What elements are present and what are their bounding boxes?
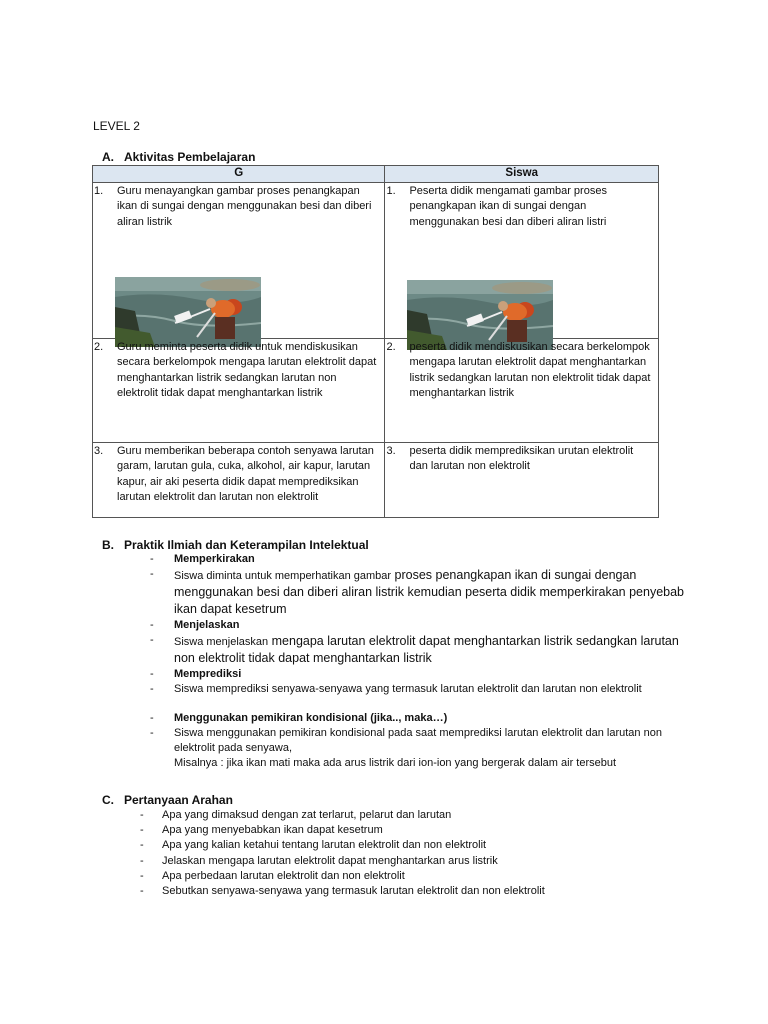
skill-heading: Memprediksi — [174, 668, 242, 680]
section-c-heading — [102, 793, 233, 807]
header-siswa: Siswa — [385, 166, 659, 183]
skill-description-part: Siswa menjelaskan — [174, 636, 269, 648]
list-item — [140, 869, 640, 884]
list-dash: - — [140, 869, 144, 882]
row-number: 3. — [386, 444, 396, 457]
list-dash: - — [140, 885, 144, 898]
skill-description-part: proses penangkapan ikan di sungai dengan menggunakan besi dan diberi aliran listrik kemudian peserta didik memperkirakan penyebab ikan dapat kesetrum — [174, 568, 685, 616]
skills-list — [150, 552, 690, 771]
table-cell-siswa — [385, 182, 659, 338]
table-cell-guru — [93, 182, 385, 338]
skill-heading: Menjelaskan — [174, 619, 240, 631]
list-dash: - — [150, 619, 154, 631]
header-guru: G — [93, 166, 385, 183]
questions-list — [140, 808, 640, 899]
row-number: 2. — [386, 340, 396, 353]
list-dash: - — [150, 712, 154, 724]
siswa-activity-text: Peserta didik mengamati gambar proses penangkapan ikan di sungai dengan menggunakan besi dan diberi aliran listri — [409, 184, 607, 228]
table-header-row — [93, 166, 659, 183]
section-b-title: Praktik Ilmiah dan Keterampilan Intelektual — [124, 538, 369, 552]
row-number: 2. — [94, 340, 104, 353]
list-item — [150, 667, 690, 682]
skill-heading: Menggunakan pemikiran kondisional (jika.., maka…) — [174, 712, 448, 724]
row-number: 3. — [94, 444, 104, 457]
list-dash: - — [140, 824, 144, 837]
list-item — [150, 567, 690, 618]
guru-activity-text: Guru meminta peserta didik untuk mendiskusikan secara berkelompok mengapa larutan elektrolit dapat menghantarkan listrik sedangkan larutan non elektrolit tidak dapat menghantarkan listrik — [117, 340, 377, 399]
table-cell-siswa — [385, 442, 659, 517]
list-dash: - — [150, 568, 154, 580]
list-dash: - — [150, 634, 154, 646]
section-c-title: Pertanyaan Arahan — [124, 793, 233, 807]
siswa-activity-text: peserta didik memprediksikan urutan elektrolit dan larutan non elektrolit — [409, 444, 634, 472]
skill-description — [174, 633, 690, 667]
list-item — [150, 552, 690, 567]
table-cell-guru — [93, 442, 385, 517]
section-a-title: Aktivitas Pembelajaran — [124, 150, 256, 164]
list-dash: - — [150, 553, 154, 565]
section-b-letter: B. — [102, 538, 114, 552]
skill-heading: Memperkirakan — [174, 553, 255, 565]
list-item — [150, 682, 690, 697]
fishing-photo — [115, 277, 261, 347]
level-heading: LEVEL 2 — [93, 119, 140, 133]
activity-table — [92, 165, 659, 518]
list-item — [140, 808, 640, 823]
table-cell-siswa — [385, 338, 659, 442]
list-item — [140, 884, 640, 899]
question-text: Apa yang kalian ketahui tentang larutan elektrolit dan non elektrolit — [162, 839, 487, 852]
question-text: Apa perbedaan larutan elektrolit dan non elektrolit — [162, 869, 405, 882]
skill-description-part: Siswa diminta untuk memperhatikan gambar — [174, 570, 392, 582]
section-a-heading — [102, 150, 255, 164]
list-item — [150, 711, 690, 726]
guru-activity-text: Guru memberikan beberapa contoh senyawa larutan garam, larutan gula, cuka, alkohol, air kapur, larutan kapur, air aki peserta didik dapat memprediksikan larutan elektrolit dan larutan non elektrolit — [117, 444, 374, 503]
skill-description: Siswa memprediksi senyawa-senyawa yang termasuk larutan elektrolit dan larutan non elektrolit — [174, 683, 642, 695]
section-a-letter: A. — [102, 150, 114, 164]
row-number: 1. — [94, 184, 104, 197]
guru-activity-text: Guru menayangkan gambar proses penangkapan ikan di sungai dengan menggunakan besi dan diberi aliran listrik — [117, 184, 372, 228]
skill-description-part: Siswa menggunakan pemikiran kondisional pada saat memprediksi larutan elektrolit dan larutan non elektrolit pada senyawa, — [174, 727, 662, 754]
list-item — [150, 633, 690, 667]
siswa-activity-text: peserta didik mendiskusikan secara berkelompok mengapa larutan elektrolit dapat menghantarkan listrik sedangkan larutan non elektrolit tidak dapat menghantarkan listrik — [409, 340, 651, 399]
table-row — [93, 338, 659, 442]
list-item — [140, 838, 640, 853]
question-text: Apa yang dimaksud dengan zat terlarut, pelarut dan larutan — [162, 809, 452, 821]
table-cell-guru — [93, 338, 385, 442]
list-dash: - — [150, 727, 154, 739]
question-text: Sebutkan senyawa-senyawa yang termasuk larutan elektrolit dan non elektrolit — [162, 885, 545, 898]
list-item — [150, 726, 690, 771]
table-row — [93, 182, 659, 338]
question-text: Jelaskan mengapa larutan elektrolit dapat menghantarkan arus listrik — [162, 854, 498, 867]
list-item — [140, 823, 640, 838]
list-dash: - — [140, 839, 144, 852]
section-c-letter: C. — [102, 793, 114, 807]
list-dash: - — [140, 809, 144, 821]
list-item — [140, 854, 640, 869]
skill-description — [174, 726, 690, 771]
list-dash: - — [150, 683, 154, 695]
section-b-heading — [102, 538, 369, 552]
skill-example: Misalnya : jika ikan mati maka ada arus listrik dari ion-ion yang bergerak dalam air tersebut — [174, 757, 617, 769]
skill-description-part: mengapa larutan elektrolit dapat menghantarkan listrik sedangkan larutan non elektrolit tidak dapat menghantarkan listrik — [174, 634, 679, 665]
list-dash: - — [140, 854, 144, 867]
table-row — [93, 442, 659, 517]
question-text: Apa yang menyebabkan ikan dapat kesetrum — [162, 824, 383, 837]
skill-description — [174, 567, 690, 618]
row-number: 1. — [386, 184, 396, 197]
list-dash: - — [150, 668, 154, 680]
list-item — [150, 618, 690, 633]
